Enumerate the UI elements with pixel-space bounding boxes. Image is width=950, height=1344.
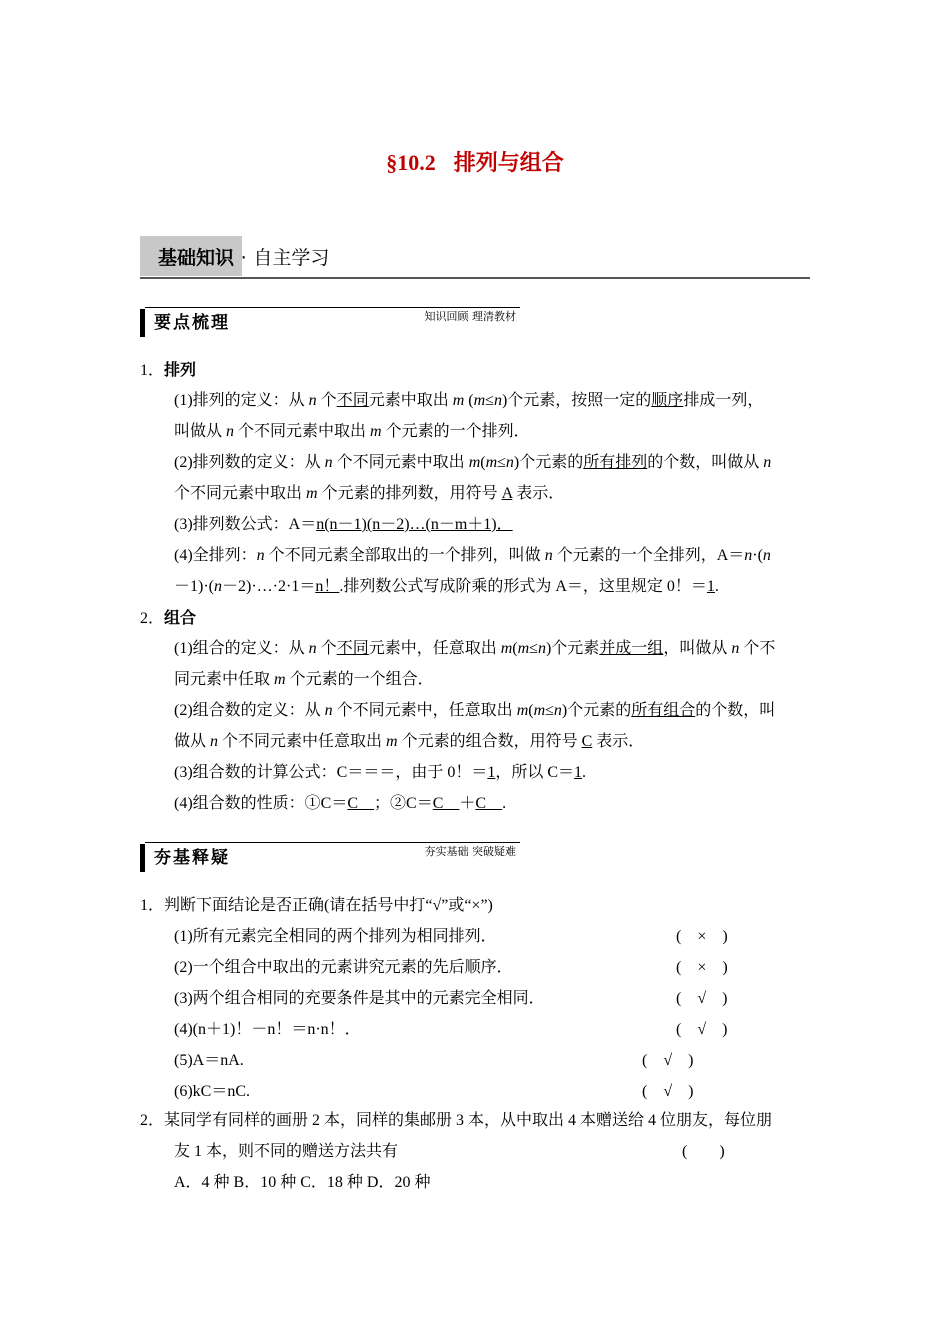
q1-item-3: (3)两个组合相同的充要条件是其中的元素完全相同． — [174, 990, 545, 1007]
perm-formula: (3)排列数公式：A＝n(n－1)(n－2)…(n－m＋1)． — [174, 516, 513, 533]
q1-item-2: (2)一个组合中取出的元素讲究元素的先后顺序． — [174, 959, 513, 976]
q1-item-6: (6)kC＝nC. — [174, 1083, 251, 1100]
comb-formula: (3)组合数的计算公式：C＝＝＝，由于 0！＝1，所以 C＝1. — [174, 764, 587, 781]
page-title — [0, 152, 950, 174]
subhead-key-points — [140, 307, 520, 339]
banner-rule — [140, 277, 810, 279]
perm-heading: 1．排列 — [140, 360, 197, 379]
perm-full-line1: (4)全排列：n 个不同元素全部取出的一个排列，叫做 n 个元素的一个全排列，A＝n·(n — [174, 547, 771, 564]
banner-main: 基础知识 — [158, 247, 235, 269]
banner-sub: 自主学习 — [253, 247, 330, 269]
subhead-note: 知识回顾 理清教材 — [424, 310, 516, 323]
q1-stem: 1．判断下面结论是否正确(请在括号中打“√”或“×”) — [140, 897, 493, 914]
q2-stem-line2: 友 1 本，则不同的赠送方法共有 — [174, 1143, 399, 1160]
perm-count-line1: (2)排列数的定义：从 n 个不同元素中取出 m(m≤n)个元素的所有排列的个数，叫做从 n — [174, 454, 772, 471]
q1-answer-3: ( √ ) — [676, 990, 728, 1007]
comb-heading: 2．组合 — [140, 608, 197, 627]
subhead-bar — [140, 309, 145, 337]
perm-def-line2: 叫做从 n 个不同元素中取出 m 个元素的一个排列． — [174, 423, 530, 440]
q1-answer-1: ( × ) — [676, 928, 728, 945]
comb-count-line2: 做从 n 个不同元素中任意取出 m 个元素的组合数，用符号 C 表示． — [174, 733, 645, 750]
subhead-bar — [140, 844, 145, 872]
q1-answer-4: ( √ ) — [676, 1021, 728, 1038]
q1-answer-2: ( × ) — [676, 959, 728, 976]
banner-dot: · — [240, 247, 247, 269]
subhead-rule — [145, 307, 520, 308]
q1-answer-6: ( √ ) — [642, 1083, 694, 1100]
perm-def-line1: (1)排列的定义：从 n 个不同元素中取出 m (m≤n)个元素，按照一定的顺序排成一列， — [174, 392, 764, 409]
q1-item-1: (1)所有元素完全相同的两个排列为相同排列． — [174, 928, 497, 945]
q2-stem-line1: 2．某同学有同样的画册 2 本，同样的集邮册 3 本，从中取出 4 本赠送给 4 位朋友，每位朋 — [140, 1112, 773, 1129]
comb-properties: (4)组合数的性质：①C＝C ；②C＝C ＋C . — [174, 795, 507, 812]
section-banner — [140, 236, 810, 280]
q2-answer-paren: ( ) — [682, 1143, 725, 1160]
comb-def-line1: (1)组合的定义：从 n 个不同元素中，任意取出 m(m≤n)个元素并成一组，叫做从 n 个不 — [174, 640, 776, 657]
q1-answer-5: ( √ ) — [642, 1052, 694, 1069]
subhead-rule — [145, 842, 520, 843]
q1-item-4: (4)(n＋1)！－n！＝n·n！． — [174, 1021, 361, 1038]
subhead-label: 夯基释疑 — [154, 848, 230, 868]
section-title: 排列与组合 — [453, 150, 564, 175]
banner-text — [158, 249, 329, 268]
subhead-label: 要点梳理 — [154, 313, 230, 333]
comb-def-line2: 同元素中任取 m 个元素的一个组合． — [174, 671, 434, 688]
q2-options: A．4 种 B．10 种 C．18 种 D．20 种 — [174, 1174, 431, 1191]
section-number: §10.2 — [386, 150, 436, 175]
subhead-basics — [140, 842, 520, 874]
subhead-note: 夯实基础 突破疑难 — [424, 845, 516, 858]
perm-full-line2: －1)·(n－2)·…·2·1＝n！.排列数公式写成阶乘的形式为 A＝，这里规定 0！＝1. — [174, 578, 719, 595]
q1-item-5: (5)A＝nA. — [174, 1052, 244, 1069]
perm-count-line2: 个不同元素中取出 m 个元素的排列数，用符号 A 表示． — [174, 485, 565, 502]
comb-count-line1: (2)组合数的定义：从 n 个不同元素中，任意取出 m(m≤n)个元素的所有组合的个数，叫 — [174, 702, 776, 719]
